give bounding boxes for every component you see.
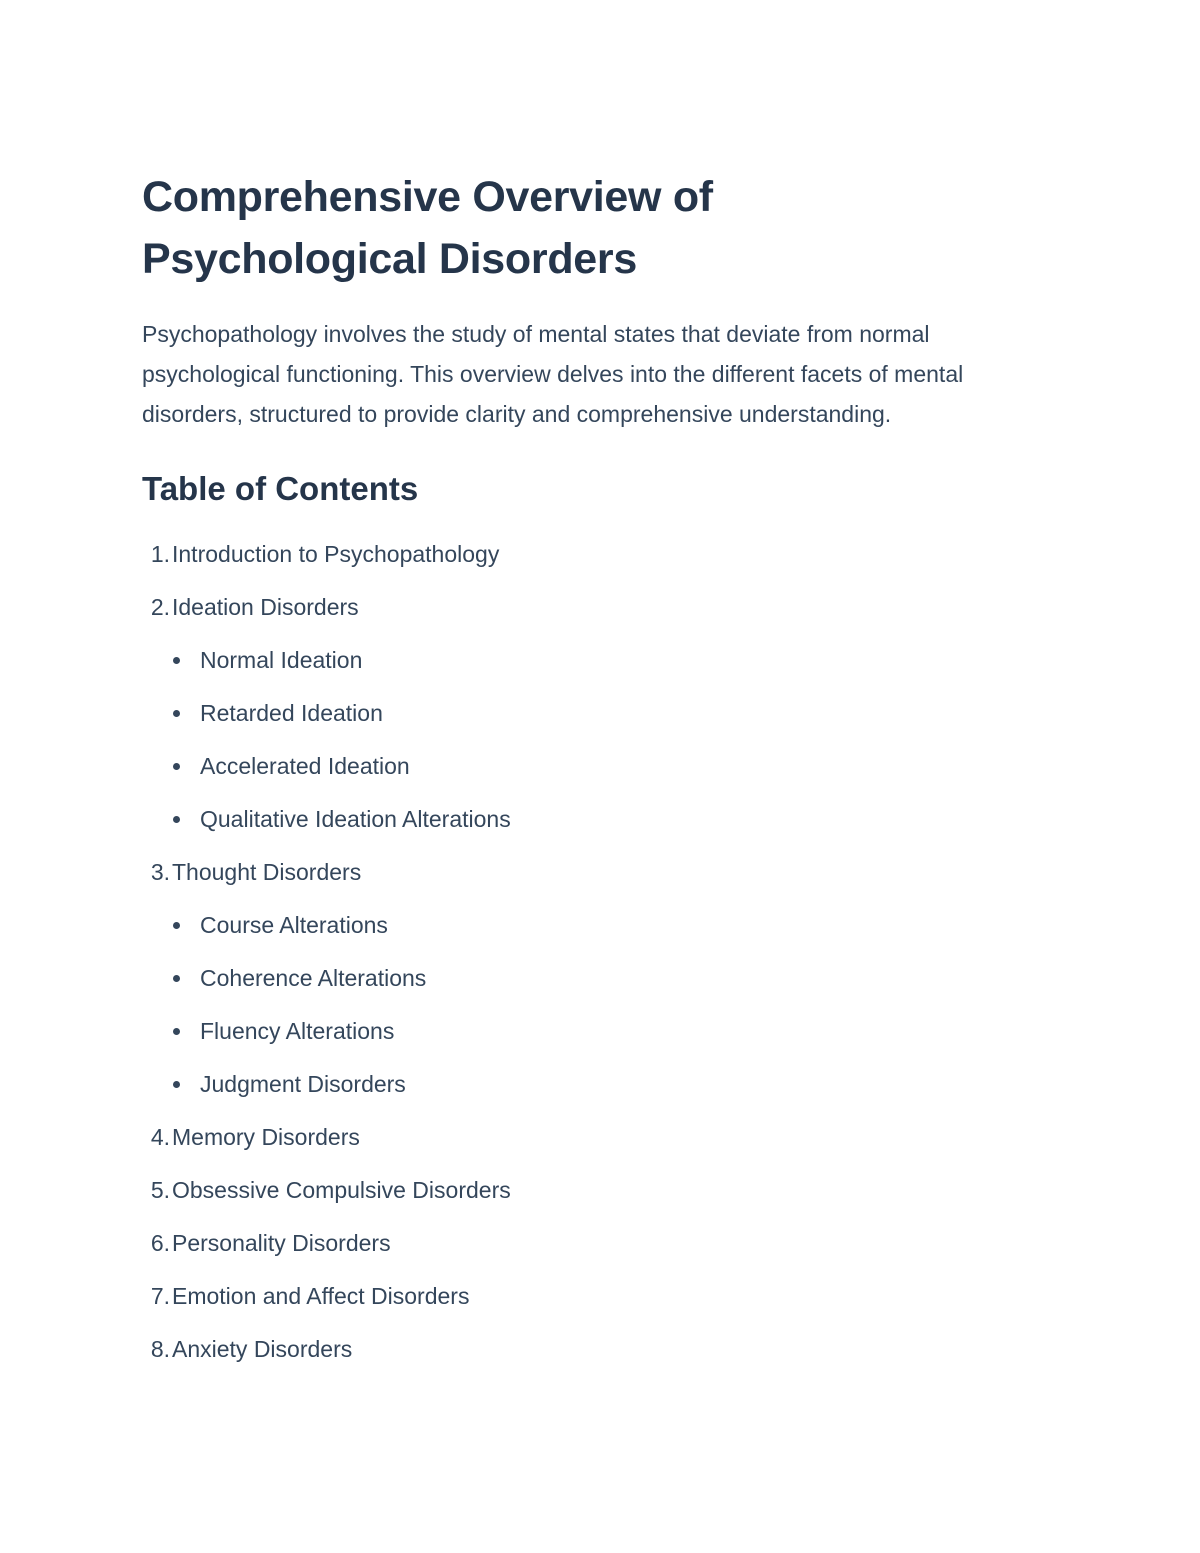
toc-subitem-label: Qualitative Ideation Alterations bbox=[200, 806, 511, 832]
page-title-line-2: Psychological Disorders bbox=[142, 235, 637, 283]
bullet-icon bbox=[173, 1081, 180, 1088]
table-of-contents bbox=[142, 528, 1042, 1376]
toc-item bbox=[142, 1270, 1042, 1323]
toc-item-number: 5. bbox=[150, 1177, 170, 1203]
toc-subitem-label: Judgment Disorders bbox=[200, 1071, 406, 1097]
toc-subitem-label: Course Alterations bbox=[200, 912, 388, 938]
toc-item-label: Ideation Disorders bbox=[172, 594, 359, 620]
toc-subitem bbox=[142, 952, 1042, 1005]
toc-subitem bbox=[142, 793, 1042, 846]
toc-subitem-label: Fluency Alterations bbox=[200, 1018, 395, 1044]
toc-item-label: Memory Disorders bbox=[172, 1124, 360, 1150]
toc-item-label: Introduction to Psychopathology bbox=[172, 541, 500, 567]
toc-sublist bbox=[142, 899, 1042, 1111]
toc-item-label: Anxiety Disorders bbox=[172, 1336, 353, 1362]
toc-item-number: 1. bbox=[150, 541, 170, 567]
bullet-icon bbox=[173, 710, 180, 717]
toc-sublist-wrapper bbox=[142, 899, 1042, 1111]
toc-sublist bbox=[142, 634, 1042, 846]
toc-subitem-label: Coherence Alterations bbox=[200, 965, 427, 991]
intro-paragraph: Psychopathology involves the study of mental states that deviate from normal psychological functioning. This overview delves into the different facets of mental disorders, structured to provide clarity and comprehensive understanding. bbox=[142, 321, 964, 427]
toc-item-number: 3. bbox=[150, 859, 170, 885]
toc-sublist-wrapper bbox=[142, 634, 1042, 846]
toc-item bbox=[142, 1323, 1042, 1376]
page-title bbox=[142, 166, 1042, 290]
toc-heading: Table of Contents bbox=[142, 470, 419, 507]
toc-item-number: 8. bbox=[150, 1336, 170, 1362]
toc-item-label: Emotion and Affect Disorders bbox=[172, 1283, 470, 1309]
toc-item bbox=[142, 581, 1042, 634]
toc-item-label: Personality Disorders bbox=[172, 1230, 391, 1256]
toc-item-label: Thought Disorders bbox=[172, 859, 362, 885]
bullet-icon bbox=[173, 657, 180, 664]
toc-item-number: 4. bbox=[150, 1124, 170, 1150]
toc-subitem bbox=[142, 1058, 1042, 1111]
document-page bbox=[142, 166, 1042, 1376]
toc-item bbox=[142, 846, 1042, 899]
toc-item-number: 6. bbox=[150, 1230, 170, 1256]
bullet-icon bbox=[173, 816, 180, 823]
toc-item-label: Obsessive Compulsive Disorders bbox=[172, 1177, 511, 1203]
toc-item-number: 2. bbox=[150, 594, 170, 620]
toc-subitem bbox=[142, 899, 1042, 952]
bullet-icon bbox=[173, 922, 180, 929]
toc-item bbox=[142, 528, 1042, 581]
toc-subitem bbox=[142, 687, 1042, 740]
bullet-icon bbox=[173, 975, 180, 982]
toc-subitem-label: Normal Ideation bbox=[200, 647, 363, 673]
toc-subitem bbox=[142, 1005, 1042, 1058]
bullet-icon bbox=[173, 763, 180, 770]
toc-item-number: 7. bbox=[150, 1283, 170, 1309]
toc-item bbox=[142, 1217, 1042, 1270]
toc-subitem-label: Accelerated Ideation bbox=[200, 753, 410, 779]
toc-subitem bbox=[142, 740, 1042, 793]
bullet-icon bbox=[173, 1028, 180, 1035]
toc-item bbox=[142, 1111, 1042, 1164]
toc-subitem-label: Retarded Ideation bbox=[200, 700, 383, 726]
page-title-line-1: Comprehensive Overview of bbox=[142, 173, 713, 221]
toc-item bbox=[142, 1164, 1042, 1217]
toc-subitem bbox=[142, 634, 1042, 687]
